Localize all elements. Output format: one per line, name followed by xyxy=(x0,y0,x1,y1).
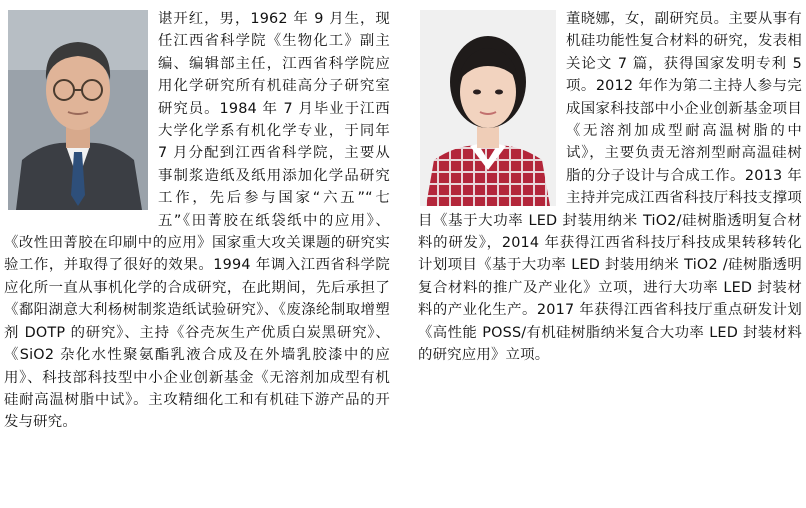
bio-right xyxy=(418,8,802,367)
bio-text-woman: 董晓娜，女，副研究员。主要从事有机硅功能性复合材料的研究，发表相关论文 7 篇，获得国家发明专利 5 项。2012 年作为第二主持人参与完成国家科技部中小企业创新基金项目《无溶剂加成型耐高温树脂的中试》，主要负责无溶剂型耐高温硅树脂的分子设计与合成工作。2013 年主持并完成江西省科技厅科技支撑项目《基于大功率 LED 封装用纳米 TiO2/硅树脂透明复合材料的研发》，2014 年获得江西省科技厅科技成果转移转化计划项目《基于大功率 LED 封装用纳米 TiO2 /硅树脂透明复合材料的推广及产业化》立项，进行大功率 LED 封装材料的产业化生产。2017 年获得江西省科技厅重点研发计划《高性能 POSS/有机硅树脂纳米复合大功率 LED 封装材料的研究应用》立项。 xyxy=(418,11,802,364)
portrait-photo-man xyxy=(8,10,148,210)
bio-text-man: 谌开红，男，1962 年 9 月生，现任江西省科学院《生物化工》副主编、编辑部主任，江西省科学院应用化学研究所有机硅高分子研究室研究员。1984 年 7 月毕业于江西大学化学系有机化学专业，于同年 7 月分配到江西省科学院，主要从事制浆造纸及纸用添加化学品研究工作，先后参与国家“六五”“七五”《田菁胶在纸袋纸中的应用》、《改性田菁胶在印刷中的应用》国家重大攻关课题的研究实验工作，并取得了很好的效果。1994 年调入江西省科学院应化所一直从事机化学的合成研究，在此期间，先后承担了《鄱阳湖意大利杨树制浆造纸试验研究》、《废涤纶制取增塑剂 DOTP 的研究》、主持《谷壳灰生产优质白炭黑研究》、《SiO2 杂化水性聚氨酯乳液合成及在外墙乳胶漆中的应用》、科技部科技型中小企业创新基金《无溶剂加成型有机硅耐高温树脂中试》。主攻精细化工和有机硅下游产品的开发与研究。 xyxy=(4,11,390,431)
portrait-man-illustration xyxy=(8,10,148,210)
portrait-photo-woman xyxy=(420,10,556,206)
portrait-woman-illustration xyxy=(420,10,556,206)
bio-left xyxy=(4,8,390,434)
